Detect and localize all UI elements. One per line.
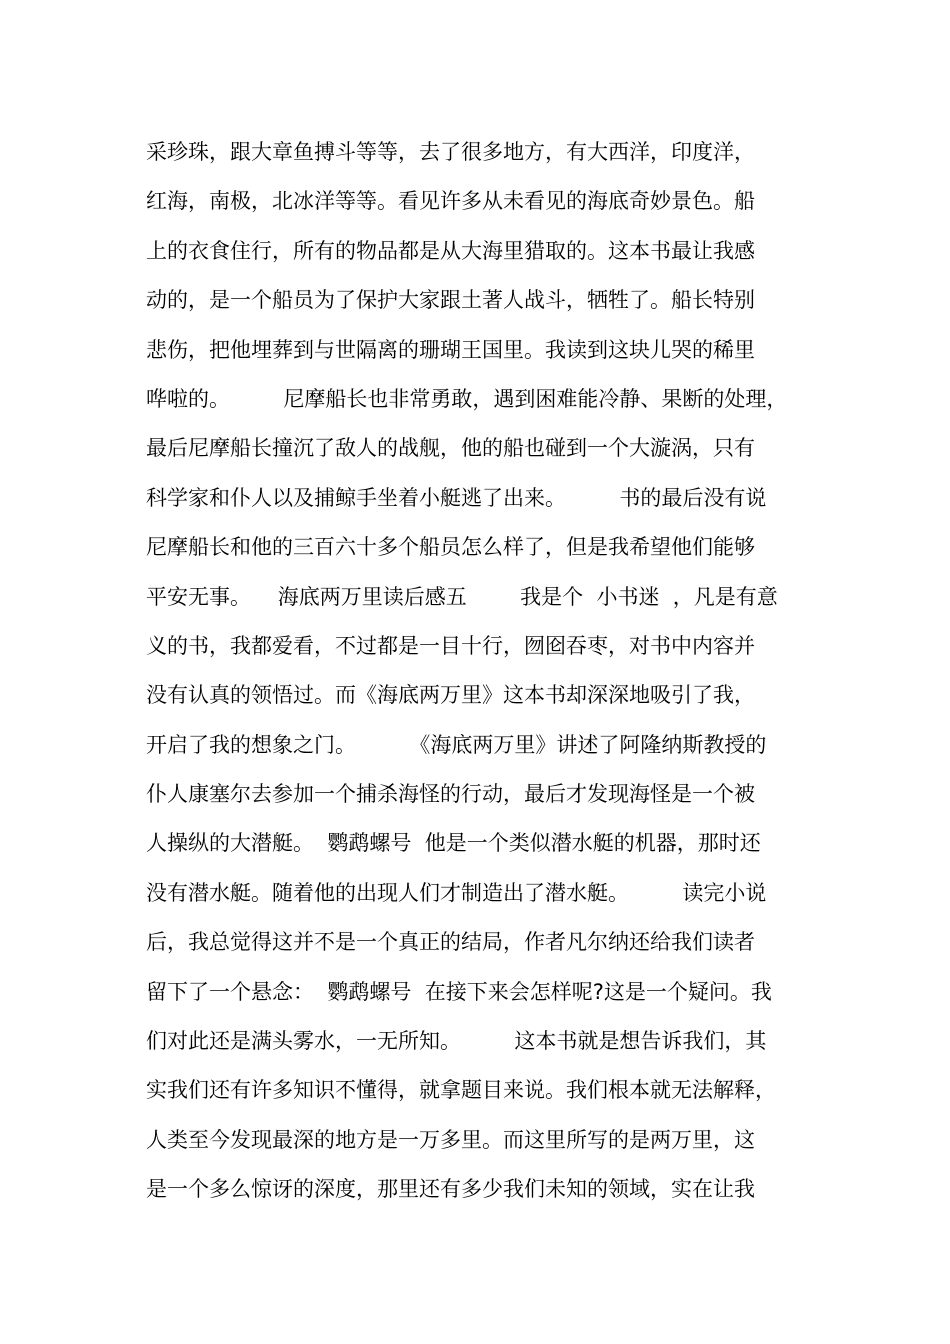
body-text — [146, 128, 836, 1215]
text-line: 红海，南极，北冰洋等等。看见许多从未看见的海底奇妙景色。船 — [146, 189, 755, 214]
text-line: 科学家和仆人以及捕鲸手坐着小艇逃了出来。 书的最后没有说 — [146, 485, 767, 510]
text-line: 仆人康塞尔去参加一个捕杀海怪的行动，最后才发现海怪是一个被 — [146, 782, 755, 807]
text-line: 人操纵的大潜艇。 鹦鹉螺号 他是一个类似潜水艇的机器，那时还 — [146, 831, 761, 856]
text-line: 人类至今发现最深的地方是一万多里。而这里所写的是两万里，这 — [146, 1127, 755, 1152]
text-line: 后，我总觉得这并不是一个真正的结局，作者凡尔纳还给我们读者 — [146, 930, 755, 955]
text-line: 采珍珠，跟大章鱼搏斗等等，去了很多地方，有大西洋，印度洋， — [146, 140, 755, 164]
text-line: 哗啦的。 尼摩船长也非常勇敢，遇到困难能冷静、果断的处理， — [146, 386, 788, 411]
text-line: 上的衣食住行，所有的物品都是从大海里猎取的。这本书最让我感 — [146, 238, 755, 263]
text-line: 平安无事。 海底两万里读后感五 我是个 小书迷 ，凡是有意 — [146, 584, 778, 609]
text-line: 最后尼摩船长撞沉了敌人的战舰，他的船也碰到一个大漩涡，只有 — [146, 436, 755, 461]
text-line: 实我们还有许多知识不懂得，就拿题目来说。我们根本就无法解释， — [146, 1078, 776, 1103]
text-line: 义的书，我都爱看，不过都是一目十行，囫囵吞枣，对书中内容并 — [146, 633, 755, 658]
text-line: 是一个多么惊讶的深度，那里还有多少我们未知的领域，实在让我 — [146, 1177, 755, 1202]
text-line: 悲伤，把他埋葬到与世隔离的珊瑚王国里。我读到这块儿哭的稀里 — [146, 337, 755, 362]
text-line: 没有认真的领悟过。而《海底两万里》这本书却深深地吸引了我， — [146, 683, 755, 708]
text-line: 动的，是一个船员为了保护大家跟土著人战斗，牺牲了。船长特别 — [146, 288, 755, 313]
text-line: 尼摩船长和他的三百六十多个船员怎么样了，但是我希望他们能够 — [146, 535, 755, 560]
text-line: 没有潜水艇。随着他的出现人们才制造出了潜水艇。 读完小说 — [146, 880, 767, 905]
text-line: 们对此还是满头雾水，一无所知。 这本书就是想告诉我们，其 — [146, 1029, 767, 1054]
text-line: 开启了我的想象之门。 《海底两万里》讲述了阿隆纳斯教授的 — [146, 732, 767, 757]
text-line: 留下了一个悬念： 鹦鹉螺号 在接下来会怎样呢?这是一个疑问。我 — [146, 979, 772, 1004]
